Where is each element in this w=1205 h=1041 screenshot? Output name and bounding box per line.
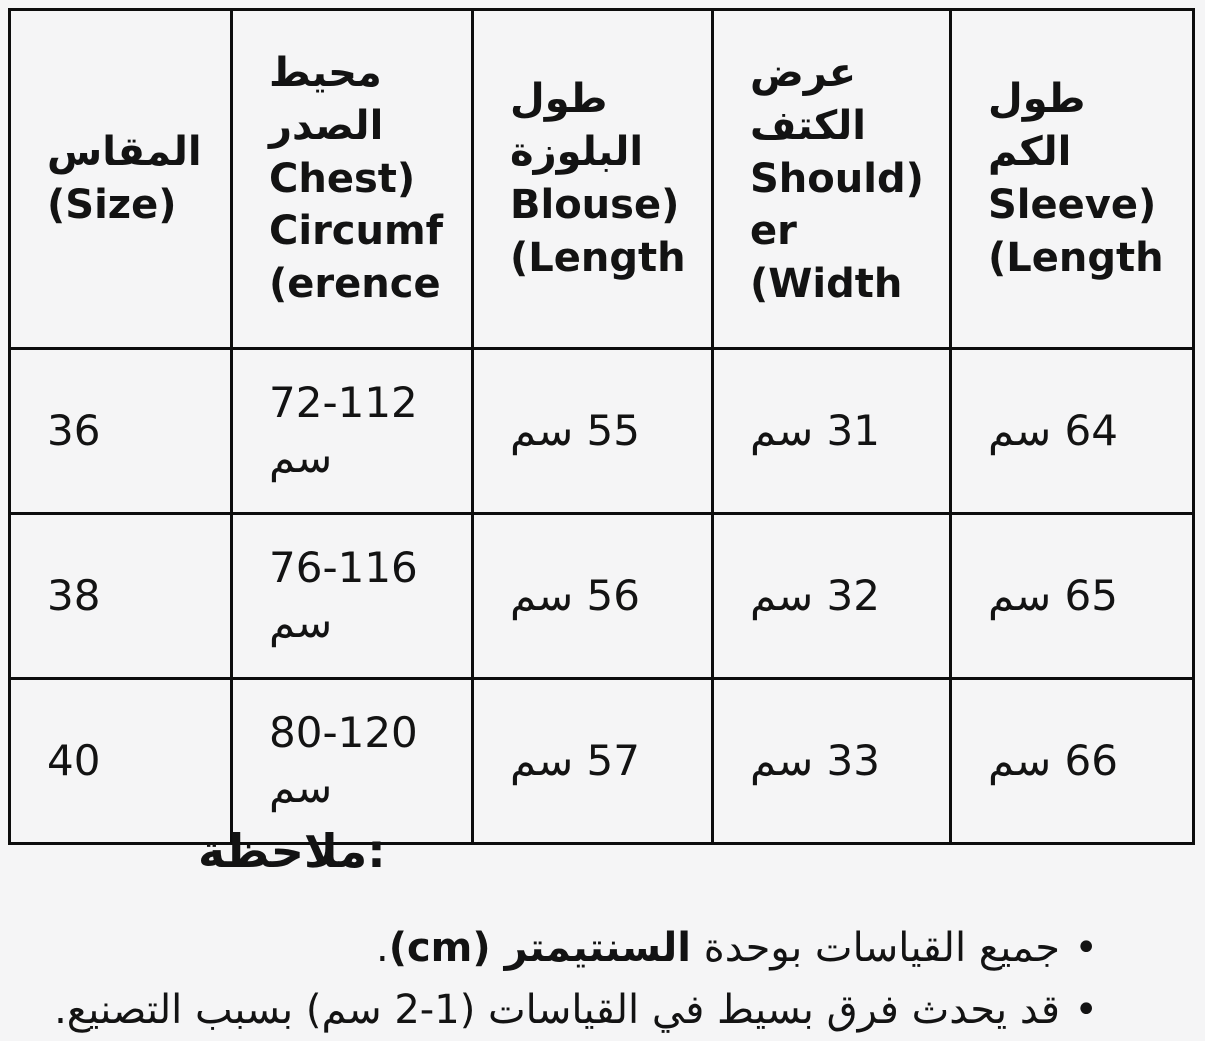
cell-line: 56 سم — [510, 570, 640, 620]
table-cell-chest — [232, 349, 473, 514]
cell-line: 32 سم — [750, 570, 880, 620]
table-cell-size — [10, 349, 232, 514]
header-line: (Width — [750, 261, 903, 308]
note-text-suffix: . — [375, 925, 389, 972]
header-line: البلوزة — [510, 129, 644, 176]
header-line: (Length — [510, 234, 686, 281]
table-row — [10, 349, 1194, 514]
header-line: المقاس — [47, 129, 202, 176]
cell-line: 64 سم — [988, 405, 1118, 455]
header-line: er — [750, 208, 797, 255]
cell-line: 38 — [47, 570, 101, 620]
table-cell-shoulder — [713, 514, 951, 679]
header-line: طول — [510, 76, 608, 123]
cell-line: 36 — [47, 405, 101, 455]
note-text-bold: السنتيمتر (cm) — [388, 925, 692, 972]
header-line: Circumf — [269, 208, 444, 255]
notes-heading: ملاحظة: — [198, 824, 386, 878]
header-line: محيط — [269, 50, 382, 96]
header-line: الكتف — [750, 102, 866, 149]
table-header-cell-blouse — [473, 10, 713, 349]
header-line: Should) — [750, 155, 924, 202]
bullet-icon: • — [1074, 987, 1098, 1034]
table-cell-blouse — [473, 514, 713, 679]
table-cell-size — [10, 514, 232, 679]
table-cell-shoulder — [713, 349, 951, 514]
header-line: Sleeve) — [988, 182, 1157, 228]
table-header-cell-size — [10, 10, 232, 349]
cell-line: 72-112 — [269, 378, 418, 428]
cell-line: 76-116 — [269, 543, 418, 593]
cell-line: 55 سم — [510, 405, 640, 455]
note-item — [0, 979, 1098, 1041]
header-line: (Length — [988, 234, 1164, 281]
header-line: الكم — [988, 129, 1072, 176]
header-line: طول — [988, 76, 1086, 123]
cell-line: 31 سم — [750, 405, 880, 455]
bullet-icon: • — [1074, 925, 1098, 972]
notes-section — [0, 806, 1205, 1041]
table-cell-blouse — [473, 349, 713, 514]
header-line: Chest) — [269, 155, 416, 202]
table-header-cell-chest — [232, 10, 473, 349]
cell-line: 33 سم — [750, 735, 880, 785]
cell-line: 65 سم — [988, 570, 1118, 620]
table-cell-sleeve — [951, 514, 1194, 679]
note-item — [0, 917, 1098, 979]
header-line: (erence — [269, 261, 441, 308]
header-line: عرض — [750, 50, 857, 96]
cell-line: 66 سم — [988, 735, 1118, 785]
table-header-row — [10, 10, 1194, 349]
table-header-cell-shoulder — [713, 10, 951, 349]
table-row — [10, 514, 1194, 679]
notes-list — [0, 917, 1098, 1041]
table-cell-chest — [232, 514, 473, 679]
cell-line: سم — [269, 433, 333, 482]
header-line: الصدر — [269, 102, 384, 149]
header-line: (Size) — [47, 182, 177, 228]
table-header-cell-sleeve — [951, 10, 1194, 349]
table-cell-sleeve — [951, 349, 1194, 514]
cell-line: سم — [269, 763, 333, 812]
cell-line: سم — [269, 598, 333, 647]
note-text: جميع القياسات بوحدة — [691, 925, 1060, 972]
cell-line: 80-120 — [269, 708, 418, 758]
cell-line: 40 — [47, 735, 101, 785]
header-line: Blouse) — [510, 182, 680, 228]
cell-line: 57 سم — [510, 735, 640, 785]
note-text: قد يحدث فرق بسيط في القياسات (1-2 سم) بسبب التصنيع. — [54, 987, 1060, 1034]
size-chart-table — [8, 8, 1195, 845]
